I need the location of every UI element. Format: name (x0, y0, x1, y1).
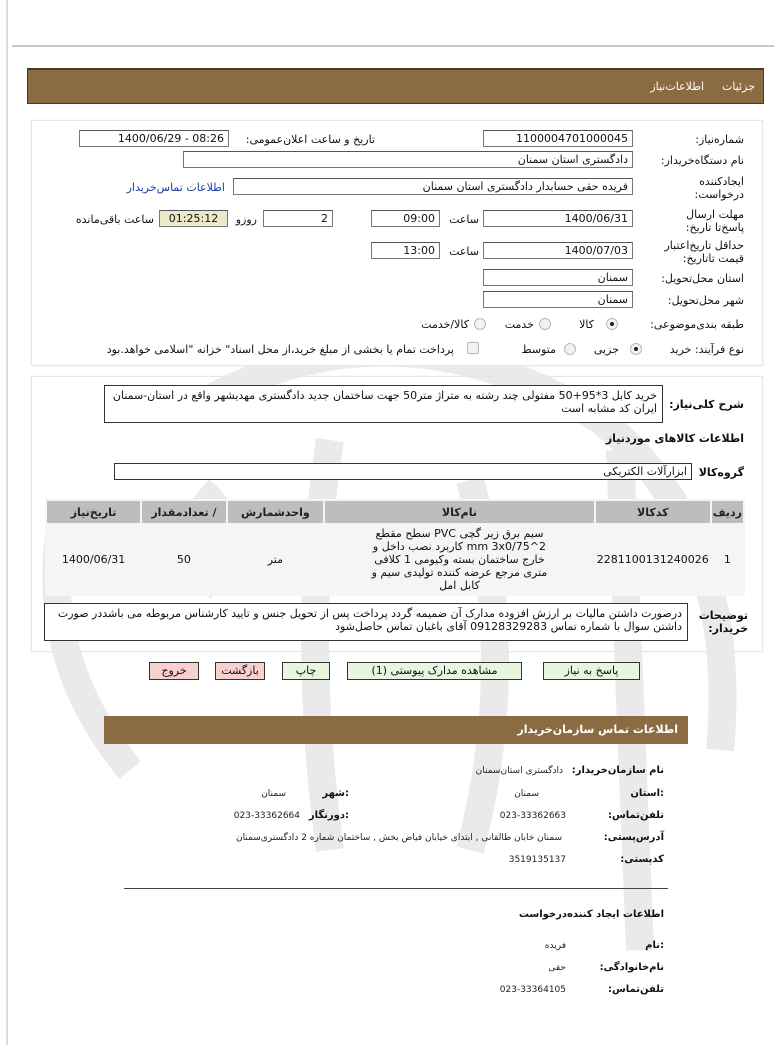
category-label: طبقه بندی‌موضوعی: (650, 318, 744, 331)
creator-phone-value: 023-33364105 (499, 985, 566, 995)
creator-phone-label: تلفن‌تماس: (607, 984, 664, 995)
col-date: تاریخ‌نیاز (47, 501, 140, 523)
goods-table (45, 499, 745, 596)
category-option-goods: کالا (579, 318, 594, 331)
delivery-province-field: سمنان (483, 269, 633, 286)
postal-label: کدپستی: (620, 854, 664, 865)
days-label: روزو (235, 213, 257, 226)
category-radio-service[interactable] (539, 318, 551, 330)
goods-group-field: ابزارآلات الکتریکی (114, 463, 692, 480)
fax-value: 023-33362664 (233, 811, 300, 821)
treasury-checkbox[interactable] (467, 342, 479, 354)
deadline-date-field: 1400/06/31 (483, 210, 633, 227)
process-option-medium: متوسط (521, 343, 556, 356)
exit-button[interactable]: خروج (149, 662, 199, 680)
left-border (6, 0, 8, 1045)
announce-label: تاریخ و ساعت اعلان‌عمومی: (245, 133, 375, 146)
announce-field: 1400/06/29 - 08:26 (79, 130, 229, 147)
process-radio-medium[interactable] (564, 343, 576, 355)
cell-date: 1400/06/31 (47, 525, 140, 594)
remaining-label: ساعت باقی‌مانده (75, 213, 154, 226)
province-value: سمنان (514, 789, 539, 799)
process-label: نوع فرآیند: خرید (669, 343, 744, 356)
process-radio-minor[interactable] (630, 343, 642, 355)
col-qty: / تعدادمقدار (142, 501, 226, 523)
delivery-city-field: سمنان (483, 291, 633, 308)
goods-title: اطلاعات کالاهای موردنیاز (605, 432, 744, 445)
cell-name: سیم برق زیر گچی PVC سطح مقطع 2^mm 3x0/75 کاربرد نصب داخل و خارج ساختمان بسته وکیومی 1 کلافی متری مرجع عرضه کننده تولیدی سیم و کابل امل (325, 525, 594, 594)
deadline-time-field: 09:00 (371, 210, 440, 227)
cell-index: 1 (712, 525, 743, 594)
cell-code: 2281100131240026 (596, 525, 710, 594)
general-desc-label: شرح کلی‌نیاز: (669, 398, 744, 411)
general-desc-box: خرید کابل 3*95+50 مفتولی چند رشته به متراژ متر50 جهت ساختمان جدید دادگستری مهدیشهر واقع در استان-سمنان ایران کد مشابه است (104, 385, 663, 423)
fax-label: :دورنگار (308, 810, 349, 821)
buyer-field: دادگستری استان سمنان (183, 151, 633, 168)
reply-button[interactable]: پاسخ به نیاز (543, 662, 640, 680)
price-validity-label: حداقل تاریخ‌اعتبار قیمت تا‌تاریخ: (664, 239, 744, 265)
cell-unit: متر (228, 525, 323, 594)
process-option-minor: جزیی (593, 343, 619, 356)
section-divider (124, 888, 668, 889)
creator-last-name-value: حقی (548, 963, 566, 973)
creator-first-name-label: :نام (645, 940, 664, 951)
need-number-label: شماره‌نیاز: (695, 133, 744, 146)
phone-label: تلفن‌تماس: (607, 810, 664, 821)
tabs-bar (27, 68, 764, 104)
col-name: نام‌کالا (325, 501, 594, 523)
category-radio-goods[interactable] (606, 318, 618, 330)
category-option-goods-service: کالا/خدمت (421, 318, 469, 331)
price-validity-time-field: 13:00 (371, 242, 440, 259)
buyer-notes-box: درصورت داشتن مالیات بر ارزش افزوده مدارک آن ضمیمه گردد پرداخت پس از تحویل جنس و تایید کارشناس مربوطه می باشددر صورت داشتن سوال با شماره تماس 09128329283 آقای باغبان تماس حاصل‌شود (44, 603, 688, 641)
tab-need-info[interactable]: اطلاعات‌نیاز (650, 80, 705, 93)
price-validity-date-field: 1400/07/03 (483, 242, 633, 259)
view-attachments-button[interactable]: مشاهده مدارک پیوستی (1) (347, 662, 522, 680)
creator-info-title: اطلاعات ایجاد کننده‌درخواست (518, 909, 664, 920)
creator-first-name-value: فریده (544, 941, 566, 951)
creator-label: ایجادکننده درخواست: (694, 175, 744, 201)
city-value: سمنان (261, 789, 286, 799)
buyer-notes-label: توضیحات خریدار: (698, 609, 748, 635)
goods-group-label: گروه‌کالا (698, 466, 744, 479)
address-label: آدرس‌پستی: (603, 832, 664, 843)
delivery-province-label: استان محل‌تحویل: (661, 272, 744, 285)
buyer-label: نام دستگاه‌خریدار: (660, 154, 744, 167)
org-label: نام سازمان‌خریدار: (571, 765, 664, 776)
back-button[interactable]: بازگشت (215, 662, 265, 680)
delivery-city-label: شهر محل‌تحویل: (667, 294, 744, 307)
province-label: :استان (630, 788, 664, 799)
remaining-time-field: 01:25:12 (159, 210, 228, 227)
need-number-field: 1100004701000045 (483, 130, 633, 147)
col-unit: واحدشمارش (228, 501, 323, 523)
cell-qty: 50 (142, 525, 226, 594)
table-row (47, 525, 743, 594)
top-divider (12, 45, 774, 47)
org-value: دادگستری استان‌سمنان (475, 766, 563, 776)
address-value: سمنان خابان طالقانی , ابتدای خیابان فیاض بخش , ساختمان شماره 2 دادگستری‌سمنان (235, 833, 562, 843)
creator-last-name-label: نام‌خانوادگی: (599, 962, 664, 973)
city-label: :شهر (322, 788, 349, 799)
treasury-checkbox-label: پرداخت تمام یا بخشی از مبلغ خرید،از محل اسناد" خزانه "اسلامی خواهد.بود (106, 343, 454, 356)
category-option-service: خدمت (504, 318, 534, 331)
deadline-time-label: ساعت (449, 213, 479, 226)
deadline-label: مهلت ارسال پاسخ‌تا تاریخ: (685, 208, 744, 234)
col-code: کدکالا (596, 501, 710, 523)
creator-field: فریده حقی حسابدار دادگستری استان سمنان (233, 178, 633, 195)
price-validity-time-label: ساعت (449, 245, 479, 258)
postal-value: 3519135137 (508, 855, 566, 865)
tab-details[interactable]: جزئیات (722, 80, 755, 93)
buyer-contact-header: اطلاعات تماس سازمان‌خریدار (104, 716, 688, 744)
days-field: 2 (263, 210, 333, 227)
col-index: ردیف (712, 501, 743, 523)
phone-value: 023-33362663 (499, 811, 566, 821)
print-button[interactable]: چاپ (282, 662, 330, 680)
buyer-contact-link[interactable]: اطلاعات تماس‌خریدار (126, 181, 225, 194)
category-radio-goods-service[interactable] (474, 318, 486, 330)
